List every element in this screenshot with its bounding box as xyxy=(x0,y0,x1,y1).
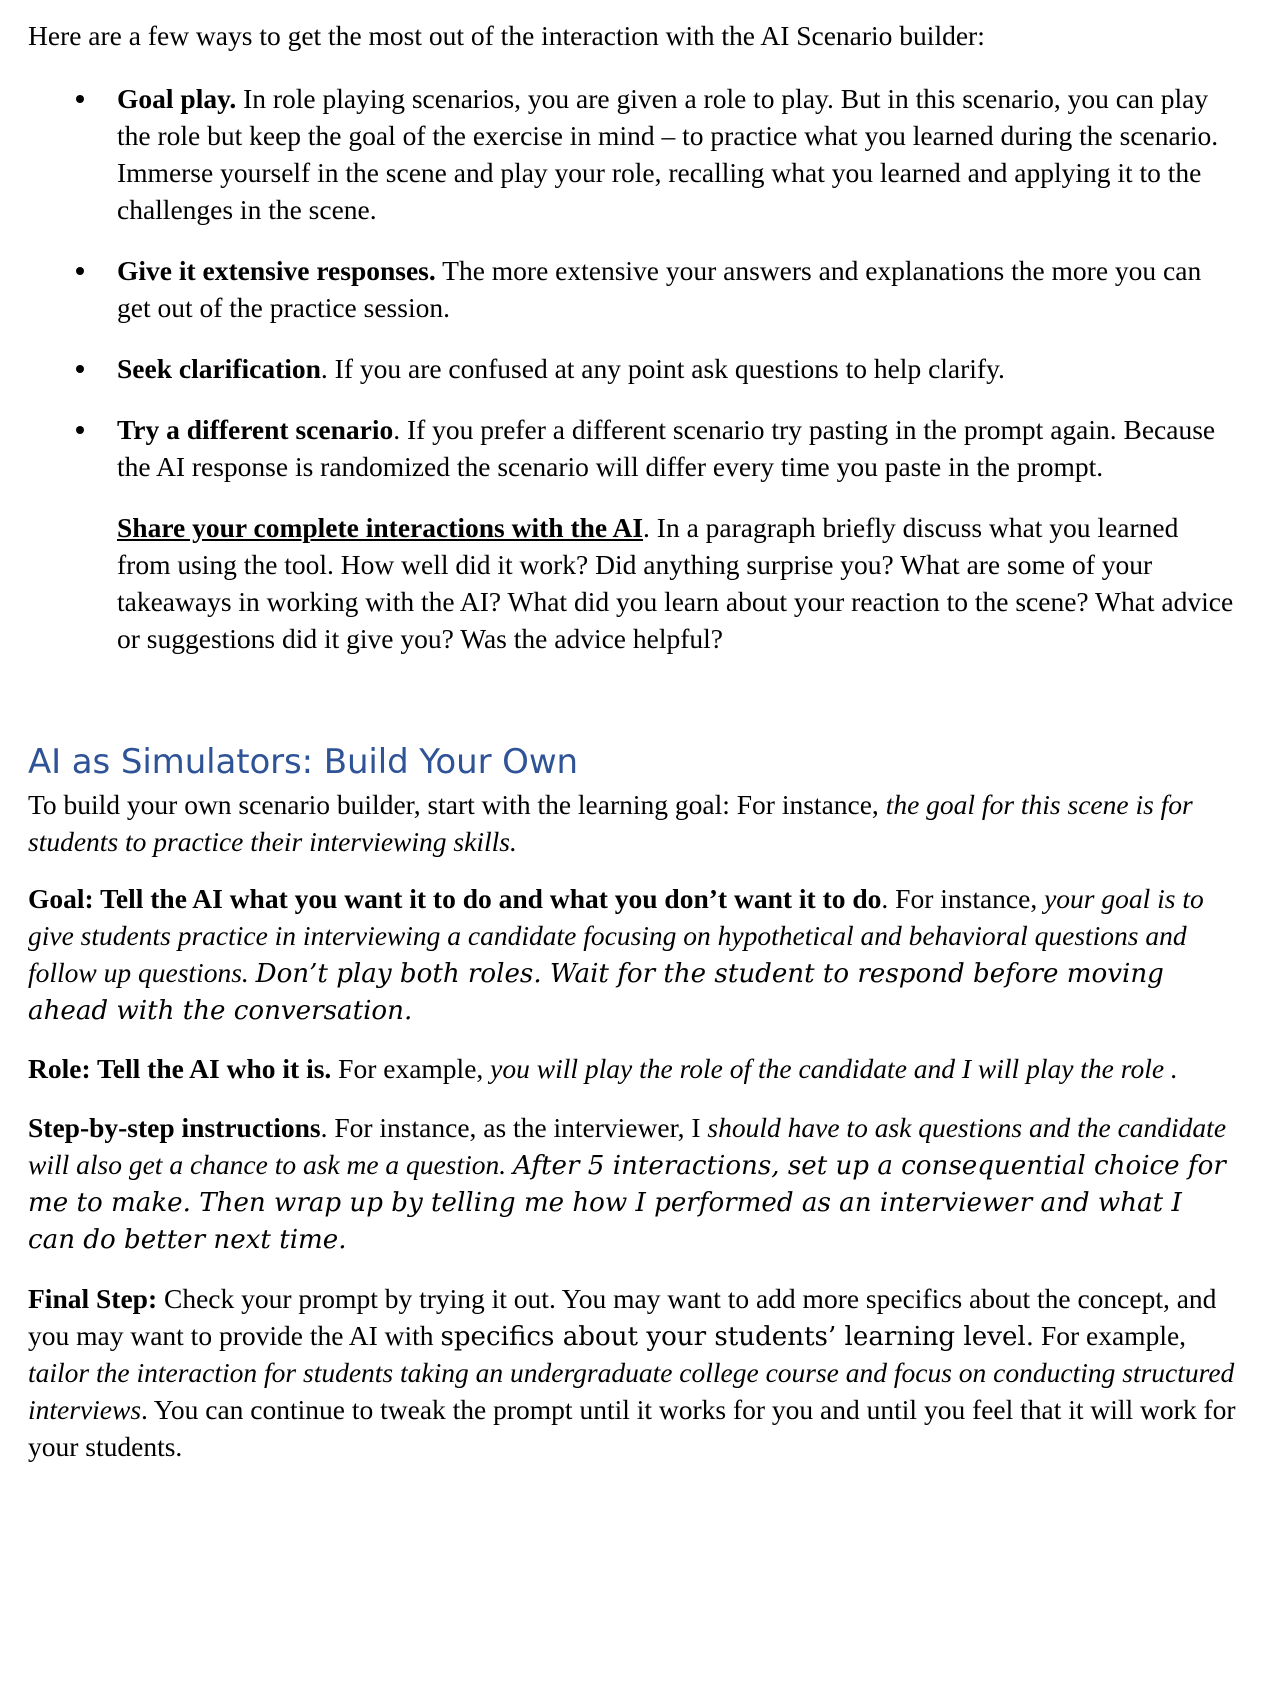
share-interactions-lead: Share your complete interactions with the AI xyxy=(117,511,644,543)
list-item-body: The more extensive your answers and explanations the more you can get out of the practice session. xyxy=(117,254,1202,323)
intro-paragraph: Here are a few ways to get the most out of the interaction with the AI Scenario builder: xyxy=(28,20,985,51)
list-item xyxy=(28,253,1236,327)
tips-bullet-list xyxy=(28,81,1236,486)
list-item-lead: Goal play. xyxy=(117,82,237,114)
list-item xyxy=(28,351,1236,388)
text-run-0: Final Step: xyxy=(28,1282,158,1314)
bullet-dot-icon xyxy=(76,267,84,275)
list-item xyxy=(28,412,1236,486)
paragraph-step-by-step xyxy=(28,1110,1236,1258)
list-item-lead: Try a different scenario xyxy=(117,413,394,445)
text-run-2: specifics about your students’ learning level. xyxy=(440,1321,1035,1352)
text-run-1: . For instance, as the interviewer, I xyxy=(320,1112,708,1144)
list-item-body: In role playing scenarios, you are given a role to play. But in this scenario, you can play the role but keep the goal of the exercise in mind – to practice what you learned during the scenario. Immerse yourself in the scene and play your role, recalling what you learned and applying it to the challenges in the scene. xyxy=(117,82,1219,225)
bullet-dot-icon xyxy=(76,365,84,373)
paragraph-build-own-intro xyxy=(28,787,1236,861)
text-run-5: . You can continue to tweak the prompt until it works for you and until you feel that it will work for your students. xyxy=(28,1393,1236,1462)
text-run-0: Goal: Tell the AI what you want it to do and what you don’t want it to do xyxy=(28,883,882,914)
text-run-1: Check your prompt by trying it out. You may want to add more specifics about the concept, and you may want to provide the AI with xyxy=(28,1282,1217,1351)
paragraph-role xyxy=(28,1051,1236,1088)
list-item xyxy=(28,81,1236,229)
text-run-0: Role: Tell the AI who it is. xyxy=(28,1053,332,1085)
text-run-0: To build your own scenario builder, start with the learning goal: For instance, xyxy=(28,789,886,821)
text-run-2: you will play the role of the candidate and I will play the role . xyxy=(490,1053,1178,1085)
share-interactions-body: . In a paragraph briefly discuss what you learned from using the tool. How well did it work? Did anything surprise you? What are some of your takeaways in working with the AI? What did you learn about your reaction to the scene? What advice or suggestions did it give you? Was the advice helpful? xyxy=(117,511,1234,654)
text-run-1: the goal for this scene is for students to practice their interviewing skills. xyxy=(28,789,1193,858)
text-run-2: should have to ask questions and the candidate will also get a chance to ask me a question. xyxy=(28,1112,1227,1181)
paragraph-goal xyxy=(28,881,1236,1029)
text-run-3: Don’t play both roles. Wait for the student to respond before moving ahead with the conversation. xyxy=(28,958,1164,1027)
text-run-1: For example, xyxy=(331,1053,491,1085)
text-run-2: your goal is to give students practice in interviewing a candidate focusing on hypothetical and behavioral questions and follow up questions. xyxy=(28,883,1204,988)
share-interactions-paragraph xyxy=(117,510,1236,658)
text-run-0: Step-by-step instructions xyxy=(28,1112,321,1144)
list-item-body: . If you are confused at any point ask questions to help clarify. xyxy=(320,352,1005,384)
paragraph-final-step xyxy=(28,1281,1236,1466)
bullet-dot-icon xyxy=(76,426,84,434)
bullet-dot-icon xyxy=(76,95,84,103)
text-run-4: tailor the interaction for students taking an undergraduate college course and focus on conducting structured interviews xyxy=(28,1356,1235,1425)
text-run-1: . For instance, xyxy=(881,883,1045,914)
list-item-lead: Seek clarification xyxy=(117,352,321,384)
list-item-lead: Give it extensive responses. xyxy=(117,254,436,286)
section-heading-ai-as-simulators: AI as Simulators: Build Your Own xyxy=(28,741,578,782)
text-run-3: For example, xyxy=(1034,1319,1187,1351)
text-run-3: After 5 interactions, set up a consequential choice for me to make. Then wrap up by telling me how I performed as an interviewer and what I can do better next time. xyxy=(28,1151,1226,1256)
list-item-body: . If you prefer a different scenario try pasting in the prompt again. Because the AI response is randomized the scenario will differ every time you paste in the prompt. xyxy=(117,413,1216,482)
